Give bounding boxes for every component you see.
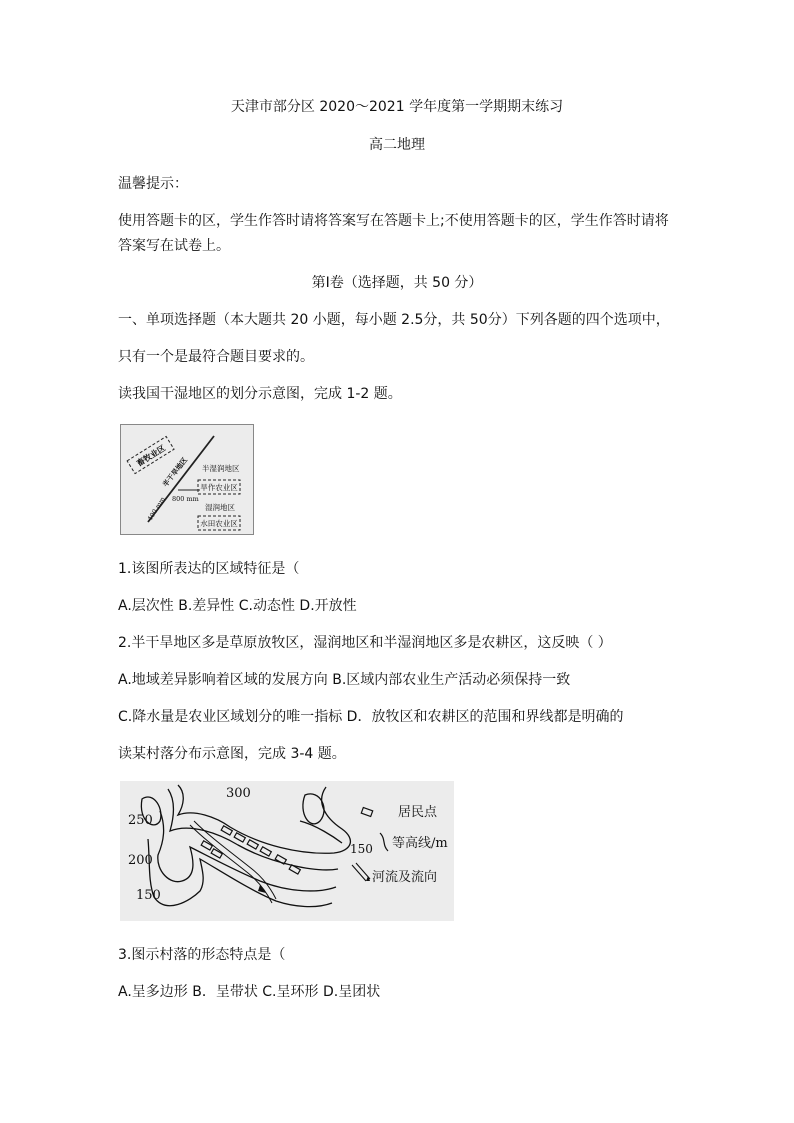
question-3-options: A.呈多边形 B．呈带状 C.呈环形 D.呈团状 <box>118 984 381 1000</box>
contour-label-250: 250 <box>128 813 153 828</box>
isohyet-800-label: 800 mm <box>172 495 199 503</box>
question-2-options: A.地域差异影响着区域的发展方向 B.区域内部农业生产活动必须保持一致 <box>118 672 571 688</box>
river-flow-arrow <box>258 885 266 893</box>
contour-legend-label: 等高线/m <box>392 836 448 851</box>
isohyet-400-label: 400 mm <box>145 495 167 523</box>
contour-lines <box>141 785 350 907</box>
river-legend-label: 河流及流向 <box>372 870 438 885</box>
settlement-buildings <box>201 826 300 874</box>
subject-title: 高二地理 <box>369 137 425 153</box>
question-2-stem: 2.半干旱地区多是草原放牧区，湿润地区和半湿润地区多是农耕区，这反映（ ） <box>118 635 612 651</box>
settlement-legend-label: 居民点 <box>398 805 438 820</box>
settlement-legend-icon <box>361 807 372 816</box>
contour-label-300: 300 <box>226 786 251 801</box>
notice-text-continued: 答案写在试卷上。 <box>118 238 230 254</box>
section-heading: 第Ⅰ卷（选择题，共 50 分） <box>311 275 483 291</box>
contour-legend-sample: 150 <box>350 842 373 856</box>
notice-text: 使用答题卡的区，学生作答时请将答案写在答题卡上;不使用答题卡的区，学生作答时请将 <box>118 213 669 229</box>
page-title: 天津市部分区 2020～2021 学年度第一学期期末练习 <box>230 99 564 115</box>
section-instruction-continued: 只有一个是最符合题目要求的。 <box>118 349 314 365</box>
pastoral-zone-label: 畜牧业区 <box>134 442 168 469</box>
question-3-stem: 3.图示村落的形态特点是（ <box>118 947 286 963</box>
question-1-stem: 1.该图所表达的区域特征是（ <box>118 561 300 577</box>
zoning-diagram <box>120 424 254 535</box>
section-instruction: 一、单项选择题（本大题共 20 小题，每小题 2.5分，共 50分）下列各题的四个选项中， <box>118 312 670 328</box>
contour-legend-icon <box>380 833 388 851</box>
dryfarm-label: 旱作农业区 <box>200 483 238 492</box>
semiarid-label: 半干旱地区 <box>160 455 190 489</box>
village-map <box>120 781 454 921</box>
contour-label-150: 150 <box>136 888 161 903</box>
question-2-options-continued: C.降水量是农业区域划分的唯一指标 D．放牧区和农耕区的范围和界线都是明确的 <box>118 709 624 725</box>
paddy-label: 水田农业区 <box>200 519 238 528</box>
notice-label: 温馨提示： <box>118 176 188 192</box>
map-legend <box>350 804 448 885</box>
question-1-options: A.层次性 B.差异性 C.动态性 D.开放性 <box>118 598 357 614</box>
group1-prompt: 读我国干湿地区的划分示意图，完成 1-2 题。 <box>118 386 402 402</box>
contour-label-200: 200 <box>128 853 153 868</box>
group2-prompt: 读某村落分布示意图，完成 3-4 题。 <box>118 746 346 762</box>
humid-label: 湿润地区 <box>205 503 235 512</box>
semihumid-label: 半湿润地区 <box>202 464 240 473</box>
